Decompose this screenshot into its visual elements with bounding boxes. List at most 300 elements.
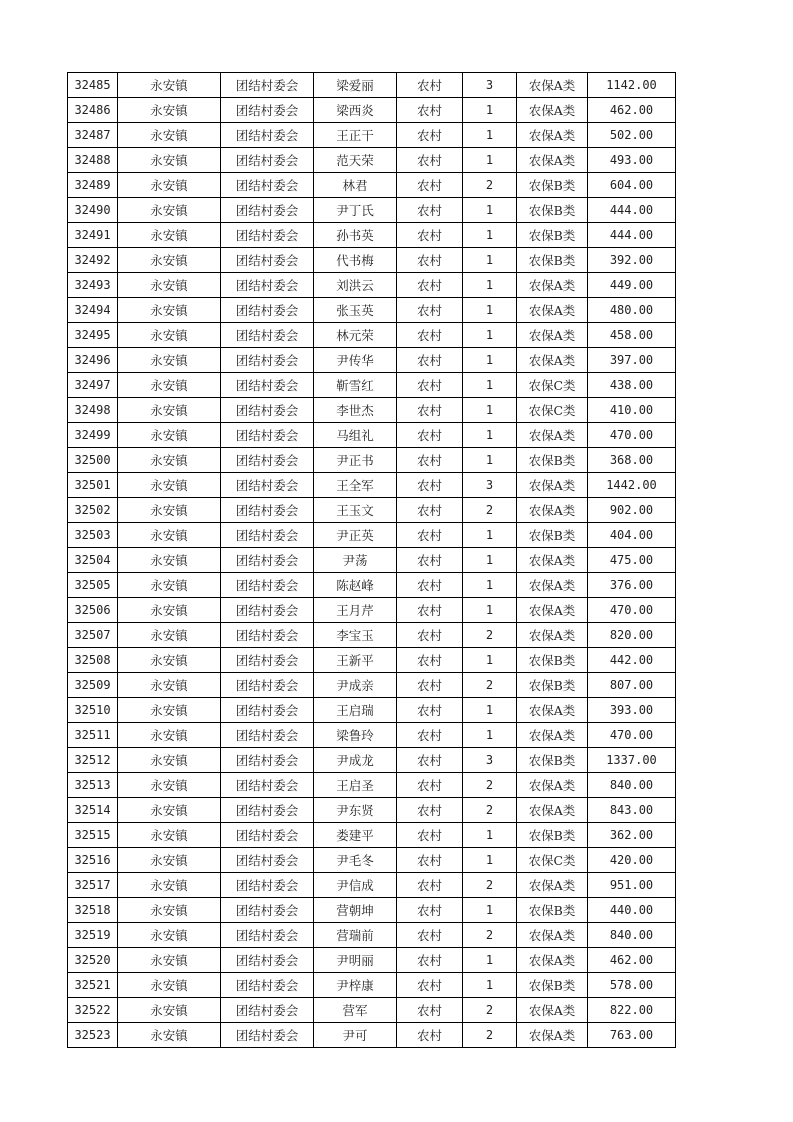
village-committee-cell: 团结村委会: [221, 873, 314, 898]
table-row: [68, 648, 676, 673]
member-count-cell: 3: [463, 748, 517, 773]
name-cell: 营瑞前: [314, 923, 397, 948]
village-committee-cell: 团结村委会: [221, 973, 314, 998]
table-row: [68, 173, 676, 198]
table-row: [68, 798, 676, 823]
household-type-cell: 农村: [397, 723, 463, 748]
village-committee-cell: 团结村委会: [221, 948, 314, 973]
insurance-category-cell: 农保B类: [517, 823, 588, 848]
row-id-cell: 32487: [68, 123, 118, 148]
village-committee-cell: 团结村委会: [221, 673, 314, 698]
household-type-cell: 农村: [397, 273, 463, 298]
row-id-cell: 32495: [68, 323, 118, 348]
name-cell: 尹正书: [314, 448, 397, 473]
row-id-cell: 32504: [68, 548, 118, 573]
village-committee-cell: 团结村委会: [221, 898, 314, 923]
village-committee-cell: 团结村委会: [221, 323, 314, 348]
amount-cell: 763.00: [588, 1023, 676, 1048]
town-cell: 永安镇: [118, 298, 221, 323]
member-count-cell: 2: [463, 873, 517, 898]
member-count-cell: 1: [463, 98, 517, 123]
member-count-cell: 1: [463, 523, 517, 548]
name-cell: 李宝玉: [314, 623, 397, 648]
table-row: [68, 473, 676, 498]
member-count-cell: 1: [463, 598, 517, 623]
household-type-cell: 农村: [397, 773, 463, 798]
row-id-cell: 32505: [68, 573, 118, 598]
insurance-category-cell: 农保C类: [517, 373, 588, 398]
name-cell: 梁西炎: [314, 98, 397, 123]
table-row: [68, 623, 676, 648]
village-committee-cell: 团结村委会: [221, 348, 314, 373]
name-cell: 尹丁氏: [314, 198, 397, 223]
insurance-category-cell: 农保A类: [517, 123, 588, 148]
town-cell: 永安镇: [118, 773, 221, 798]
amount-cell: 470.00: [588, 423, 676, 448]
table-row: [68, 573, 676, 598]
row-id-cell: 32513: [68, 773, 118, 798]
row-id-cell: 32508: [68, 648, 118, 673]
household-type-cell: 农村: [397, 498, 463, 523]
village-committee-cell: 团结村委会: [221, 573, 314, 598]
household-type-cell: 农村: [397, 223, 463, 248]
table-row: [68, 723, 676, 748]
amount-cell: 368.00: [588, 448, 676, 473]
town-cell: 永安镇: [118, 573, 221, 598]
village-committee-cell: 团结村委会: [221, 448, 314, 473]
town-cell: 永安镇: [118, 223, 221, 248]
insurance-category-cell: 农保A类: [517, 423, 588, 448]
amount-cell: 449.00: [588, 273, 676, 298]
member-count-cell: 1: [463, 848, 517, 873]
name-cell: 尹可: [314, 1023, 397, 1048]
amount-cell: 420.00: [588, 848, 676, 873]
village-committee-cell: 团结村委会: [221, 998, 314, 1023]
household-type-cell: 农村: [397, 98, 463, 123]
row-id-cell: 32485: [68, 73, 118, 98]
name-cell: 尹成亲: [314, 673, 397, 698]
town-cell: 永安镇: [118, 548, 221, 573]
insurance-category-cell: 农保B类: [517, 223, 588, 248]
insurance-category-cell: 农保A类: [517, 798, 588, 823]
row-id-cell: 32520: [68, 948, 118, 973]
name-cell: 李世杰: [314, 398, 397, 423]
row-id-cell: 32498: [68, 398, 118, 423]
member-count-cell: 2: [463, 173, 517, 198]
household-type-cell: 农村: [397, 1023, 463, 1048]
row-id-cell: 32512: [68, 748, 118, 773]
member-count-cell: 2: [463, 923, 517, 948]
household-type-cell: 农村: [397, 323, 463, 348]
amount-cell: 1442.00: [588, 473, 676, 498]
town-cell: 永安镇: [118, 73, 221, 98]
village-committee-cell: 团结村委会: [221, 398, 314, 423]
member-count-cell: 1: [463, 723, 517, 748]
table-row: [68, 923, 676, 948]
name-cell: 王全军: [314, 473, 397, 498]
village-committee-cell: 团结村委会: [221, 173, 314, 198]
amount-cell: 462.00: [588, 948, 676, 973]
amount-cell: 604.00: [588, 173, 676, 198]
household-type-cell: 农村: [397, 973, 463, 998]
village-committee-cell: 团结村委会: [221, 423, 314, 448]
name-cell: 王启瑞: [314, 698, 397, 723]
household-type-cell: 农村: [397, 873, 463, 898]
insurance-category-cell: 农保A类: [517, 148, 588, 173]
name-cell: 王玉文: [314, 498, 397, 523]
name-cell: 尹信成: [314, 873, 397, 898]
town-cell: 永安镇: [118, 148, 221, 173]
table-row: [68, 273, 676, 298]
village-committee-cell: 团结村委会: [221, 273, 314, 298]
name-cell: 王启圣: [314, 773, 397, 798]
row-id-cell: 32490: [68, 198, 118, 223]
table-row: [68, 448, 676, 473]
table-row: [68, 523, 676, 548]
town-cell: 永安镇: [118, 248, 221, 273]
town-cell: 永安镇: [118, 798, 221, 823]
table-row: [68, 873, 676, 898]
table-row: [68, 998, 676, 1023]
member-count-cell: 1: [463, 198, 517, 223]
name-cell: 马组礼: [314, 423, 397, 448]
name-cell: 陈赵峰: [314, 573, 397, 598]
row-id-cell: 32499: [68, 423, 118, 448]
name-cell: 孙书英: [314, 223, 397, 248]
row-id-cell: 32492: [68, 248, 118, 273]
insurance-category-cell: 农保A类: [517, 773, 588, 798]
amount-cell: 480.00: [588, 298, 676, 323]
member-count-cell: 2: [463, 998, 517, 1023]
member-count-cell: 1: [463, 423, 517, 448]
village-committee-cell: 团结村委会: [221, 823, 314, 848]
insurance-category-cell: 农保A类: [517, 548, 588, 573]
table-row: [68, 848, 676, 873]
household-type-cell: 农村: [397, 748, 463, 773]
amount-cell: 502.00: [588, 123, 676, 148]
town-cell: 永安镇: [118, 823, 221, 848]
row-id-cell: 32488: [68, 148, 118, 173]
household-type-cell: 农村: [397, 248, 463, 273]
amount-cell: 840.00: [588, 923, 676, 948]
member-count-cell: 1: [463, 573, 517, 598]
name-cell: 王月芹: [314, 598, 397, 623]
insurance-category-cell: 农保B类: [517, 173, 588, 198]
insurance-category-cell: 农保A类: [517, 98, 588, 123]
insurance-category-cell: 农保A类: [517, 498, 588, 523]
amount-cell: 438.00: [588, 373, 676, 398]
amount-cell: 493.00: [588, 148, 676, 173]
row-id-cell: 32493: [68, 273, 118, 298]
village-committee-cell: 团结村委会: [221, 248, 314, 273]
amount-cell: 1337.00: [588, 748, 676, 773]
insurance-category-cell: 农保A类: [517, 298, 588, 323]
village-committee-cell: 团结村委会: [221, 523, 314, 548]
household-type-cell: 农村: [397, 448, 463, 473]
town-cell: 永安镇: [118, 523, 221, 548]
village-committee-cell: 团结村委会: [221, 923, 314, 948]
row-id-cell: 32521: [68, 973, 118, 998]
household-type-cell: 农村: [397, 523, 463, 548]
name-cell: 尹成龙: [314, 748, 397, 773]
insurance-category-cell: 农保A类: [517, 998, 588, 1023]
household-type-cell: 农村: [397, 148, 463, 173]
table-row: [68, 748, 676, 773]
village-committee-cell: 团结村委会: [221, 223, 314, 248]
row-id-cell: 32497: [68, 373, 118, 398]
member-count-cell: 2: [463, 498, 517, 523]
beneficiary-table: [67, 72, 676, 1048]
member-count-cell: 1: [463, 298, 517, 323]
row-id-cell: 32515: [68, 823, 118, 848]
amount-cell: 444.00: [588, 198, 676, 223]
village-committee-cell: 团结村委会: [221, 723, 314, 748]
amount-cell: 1142.00: [588, 73, 676, 98]
amount-cell: 843.00: [588, 798, 676, 823]
amount-cell: 470.00: [588, 723, 676, 748]
village-committee-cell: 团结村委会: [221, 848, 314, 873]
amount-cell: 440.00: [588, 898, 676, 923]
member-count-cell: 1: [463, 823, 517, 848]
household-type-cell: 农村: [397, 73, 463, 98]
row-id-cell: 32491: [68, 223, 118, 248]
amount-cell: 442.00: [588, 648, 676, 673]
row-id-cell: 32500: [68, 448, 118, 473]
row-id-cell: 32523: [68, 1023, 118, 1048]
name-cell: 尹毛冬: [314, 848, 397, 873]
amount-cell: 397.00: [588, 348, 676, 373]
village-committee-cell: 团结村委会: [221, 798, 314, 823]
table-row: [68, 248, 676, 273]
insurance-category-cell: 农保B类: [517, 648, 588, 673]
member-count-cell: 2: [463, 773, 517, 798]
name-cell: 范天荣: [314, 148, 397, 173]
row-id-cell: 32489: [68, 173, 118, 198]
name-cell: 梁爱丽: [314, 73, 397, 98]
table-row: [68, 398, 676, 423]
table-row: [68, 348, 676, 373]
table-row: [68, 548, 676, 573]
row-id-cell: 32509: [68, 673, 118, 698]
row-id-cell: 32486: [68, 98, 118, 123]
village-committee-cell: 团结村委会: [221, 148, 314, 173]
village-committee-cell: 团结村委会: [221, 623, 314, 648]
name-cell: 梁鲁玲: [314, 723, 397, 748]
name-cell: 尹东贤: [314, 798, 397, 823]
town-cell: 永安镇: [118, 973, 221, 998]
name-cell: 张玉英: [314, 298, 397, 323]
amount-cell: 902.00: [588, 498, 676, 523]
table-row: [68, 423, 676, 448]
table-row: [68, 498, 676, 523]
amount-cell: 444.00: [588, 223, 676, 248]
household-type-cell: 农村: [397, 673, 463, 698]
household-type-cell: 农村: [397, 623, 463, 648]
name-cell: 尹明丽: [314, 948, 397, 973]
insurance-category-cell: 农保B类: [517, 198, 588, 223]
village-committee-cell: 团结村委会: [221, 298, 314, 323]
village-committee-cell: 团结村委会: [221, 548, 314, 573]
village-committee-cell: 团结村委会: [221, 198, 314, 223]
insurance-category-cell: 农保A类: [517, 948, 588, 973]
insurance-category-cell: 农保A类: [517, 698, 588, 723]
member-count-cell: 2: [463, 623, 517, 648]
amount-cell: 392.00: [588, 248, 676, 273]
row-id-cell: 32496: [68, 348, 118, 373]
insurance-category-cell: 农保C类: [517, 398, 588, 423]
household-type-cell: 农村: [397, 573, 463, 598]
insurance-category-cell: 农保A类: [517, 923, 588, 948]
row-id-cell: 32518: [68, 898, 118, 923]
village-committee-cell: 团结村委会: [221, 498, 314, 523]
insurance-category-cell: 农保A类: [517, 323, 588, 348]
household-type-cell: 农村: [397, 548, 463, 573]
household-type-cell: 农村: [397, 348, 463, 373]
town-cell: 永安镇: [118, 198, 221, 223]
insurance-category-cell: 农保A类: [517, 73, 588, 98]
member-count-cell: 2: [463, 673, 517, 698]
member-count-cell: 1: [463, 648, 517, 673]
row-id-cell: 32511: [68, 723, 118, 748]
member-count-cell: 1: [463, 373, 517, 398]
table-row: [68, 148, 676, 173]
insurance-category-cell: 农保B类: [517, 448, 588, 473]
insurance-category-cell: 农保A类: [517, 598, 588, 623]
member-count-cell: 2: [463, 798, 517, 823]
row-id-cell: 32522: [68, 998, 118, 1023]
insurance-category-cell: 农保C类: [517, 848, 588, 873]
amount-cell: 458.00: [588, 323, 676, 348]
table-row: [68, 898, 676, 923]
town-cell: 永安镇: [118, 123, 221, 148]
name-cell: 王新平: [314, 648, 397, 673]
town-cell: 永安镇: [118, 948, 221, 973]
village-committee-cell: 团结村委会: [221, 598, 314, 623]
name-cell: 尹传华: [314, 348, 397, 373]
amount-cell: 475.00: [588, 548, 676, 573]
amount-cell: 376.00: [588, 573, 676, 598]
town-cell: 永安镇: [118, 373, 221, 398]
household-type-cell: 农村: [397, 473, 463, 498]
town-cell: 永安镇: [118, 448, 221, 473]
name-cell: 营军: [314, 998, 397, 1023]
amount-cell: 807.00: [588, 673, 676, 698]
name-cell: 尹正英: [314, 523, 397, 548]
town-cell: 永安镇: [118, 673, 221, 698]
town-cell: 永安镇: [118, 398, 221, 423]
household-type-cell: 农村: [397, 923, 463, 948]
town-cell: 永安镇: [118, 898, 221, 923]
table-row: [68, 123, 676, 148]
household-type-cell: 农村: [397, 998, 463, 1023]
table-row: [68, 298, 676, 323]
village-committee-cell: 团结村委会: [221, 1023, 314, 1048]
insurance-category-cell: 农保A类: [517, 273, 588, 298]
household-type-cell: 农村: [397, 198, 463, 223]
household-type-cell: 农村: [397, 423, 463, 448]
amount-cell: 820.00: [588, 623, 676, 648]
insurance-category-cell: 农保B类: [517, 748, 588, 773]
amount-cell: 462.00: [588, 98, 676, 123]
village-committee-cell: 团结村委会: [221, 98, 314, 123]
table-row: [68, 373, 676, 398]
table-row: [68, 823, 676, 848]
village-committee-cell: 团结村委会: [221, 748, 314, 773]
row-id-cell: 32507: [68, 623, 118, 648]
member-count-cell: 1: [463, 148, 517, 173]
town-cell: 永安镇: [118, 173, 221, 198]
name-cell: 尹荡: [314, 548, 397, 573]
member-count-cell: 2: [463, 1023, 517, 1048]
name-cell: 王正干: [314, 123, 397, 148]
household-type-cell: 农村: [397, 123, 463, 148]
insurance-category-cell: 农保A类: [517, 573, 588, 598]
row-id-cell: 32519: [68, 923, 118, 948]
member-count-cell: 1: [463, 123, 517, 148]
member-count-cell: 1: [463, 348, 517, 373]
name-cell: 林元荣: [314, 323, 397, 348]
household-type-cell: 农村: [397, 648, 463, 673]
household-type-cell: 农村: [397, 398, 463, 423]
town-cell: 永安镇: [118, 598, 221, 623]
table-row: [68, 98, 676, 123]
row-id-cell: 32503: [68, 523, 118, 548]
table-row: [68, 673, 676, 698]
member-count-cell: 1: [463, 548, 517, 573]
table-row: [68, 73, 676, 98]
row-id-cell: 32516: [68, 848, 118, 873]
village-committee-cell: 团结村委会: [221, 123, 314, 148]
row-id-cell: 32514: [68, 798, 118, 823]
member-count-cell: 1: [463, 323, 517, 348]
insurance-category-cell: 农保A类: [517, 1023, 588, 1048]
member-count-cell: 1: [463, 398, 517, 423]
household-type-cell: 农村: [397, 798, 463, 823]
member-count-cell: 1: [463, 273, 517, 298]
household-type-cell: 农村: [397, 173, 463, 198]
member-count-cell: 1: [463, 973, 517, 998]
household-type-cell: 农村: [397, 598, 463, 623]
amount-cell: 840.00: [588, 773, 676, 798]
town-cell: 永安镇: [118, 923, 221, 948]
row-id-cell: 32506: [68, 598, 118, 623]
town-cell: 永安镇: [118, 423, 221, 448]
town-cell: 永安镇: [118, 648, 221, 673]
name-cell: 代书梅: [314, 248, 397, 273]
household-type-cell: 农村: [397, 373, 463, 398]
town-cell: 永安镇: [118, 698, 221, 723]
member-count-cell: 1: [463, 948, 517, 973]
amount-cell: 410.00: [588, 398, 676, 423]
town-cell: 永安镇: [118, 98, 221, 123]
insurance-category-cell: 农保B类: [517, 523, 588, 548]
insurance-category-cell: 农保B类: [517, 248, 588, 273]
amount-cell: 822.00: [588, 998, 676, 1023]
row-id-cell: 32502: [68, 498, 118, 523]
insurance-category-cell: 农保A类: [517, 348, 588, 373]
village-committee-cell: 团结村委会: [221, 373, 314, 398]
insurance-category-cell: 农保A类: [517, 623, 588, 648]
household-type-cell: 农村: [397, 698, 463, 723]
amount-cell: 578.00: [588, 973, 676, 998]
town-cell: 永安镇: [118, 723, 221, 748]
town-cell: 永安镇: [118, 323, 221, 348]
amount-cell: 951.00: [588, 873, 676, 898]
village-committee-cell: 团结村委会: [221, 648, 314, 673]
household-type-cell: 农村: [397, 898, 463, 923]
member-count-cell: 3: [463, 73, 517, 98]
town-cell: 永安镇: [118, 473, 221, 498]
